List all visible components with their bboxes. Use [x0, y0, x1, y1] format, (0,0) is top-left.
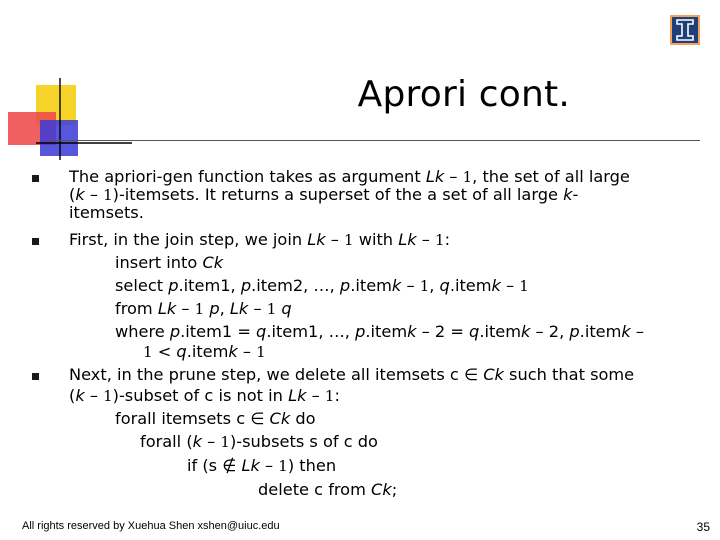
text-segment: )-subsets s of c do	[229, 432, 378, 451]
text-segment: ,	[429, 276, 440, 295]
text-segment: –	[500, 276, 520, 295]
text-segment: 1	[435, 231, 445, 249]
text-segment: :	[334, 386, 340, 405]
text-segment: .item	[579, 322, 622, 341]
body-line	[69, 385, 340, 408]
text-segment: (	[69, 185, 76, 204]
text-segment: )-subset of c is not in	[112, 386, 289, 405]
text-segment: 1	[143, 343, 153, 361]
math-variable: p	[169, 322, 181, 341]
text-segment: forall itemsets c ∈	[115, 409, 270, 428]
text-segment: –	[259, 456, 279, 475]
text-segment: select	[115, 276, 169, 295]
title-divider	[50, 140, 700, 141]
body-line	[69, 229, 450, 252]
text-segment: .item	[365, 322, 408, 341]
text-segment: 1	[519, 277, 529, 295]
math-variable: p	[339, 276, 351, 295]
bullet-3	[32, 373, 39, 380]
math-variable: k	[75, 185, 85, 204]
text-segment: 1	[324, 387, 335, 405]
text-segment: 1	[462, 168, 473, 186]
math-variable: k	[491, 276, 501, 295]
math-variable: Ck	[202, 253, 224, 272]
body-line	[143, 341, 266, 364]
decorative-squares	[0, 0, 140, 170]
text-segment: 1	[220, 433, 230, 451]
body-line	[115, 252, 223, 275]
math-variable: Ck	[371, 480, 392, 499]
text-segment: itemsets.	[69, 203, 144, 222]
text-segment: ) then	[287, 456, 337, 475]
text-segment: The apriori-gen function takes as argument	[69, 167, 426, 186]
university-i-logo-icon	[674, 18, 696, 42]
math-variable: k	[391, 276, 402, 295]
math-variable: Lk	[307, 230, 326, 249]
text-segment: .item1 =	[180, 322, 257, 341]
math-variable: Ck	[483, 365, 504, 384]
text-segment: where	[115, 322, 170, 341]
text-segment: –	[202, 432, 221, 451]
text-segment: 1	[278, 457, 288, 475]
body-line	[115, 298, 292, 321]
text-segment: 1	[266, 300, 277, 318]
text-segment: –	[248, 299, 267, 318]
text-segment: 1	[103, 186, 113, 204]
text-segment: with	[353, 230, 399, 249]
text-segment: –	[237, 342, 257, 361]
math-variable: k	[621, 322, 631, 341]
text-segment: –	[630, 322, 645, 341]
text-segment: do	[290, 409, 316, 428]
text-segment: ;	[391, 480, 398, 499]
math-variable: k	[407, 322, 417, 341]
math-variable: k	[228, 342, 238, 361]
text-segment: .item	[479, 322, 522, 341]
deco-blue-square	[40, 120, 78, 156]
math-variable: Lk	[398, 230, 417, 249]
text-segment: delete c from	[258, 480, 372, 499]
text-segment: .item	[186, 342, 229, 361]
text-segment: Next, in the prune step, we delete all itemsets c ∈	[69, 365, 484, 384]
math-variable: p	[168, 276, 179, 295]
text-segment: forall (	[140, 432, 193, 451]
text-segment: -	[572, 185, 579, 204]
body-line	[69, 184, 578, 207]
text-segment: .item1, …,	[266, 322, 356, 341]
text-segment: .item	[350, 276, 392, 295]
text-segment: 1	[256, 343, 266, 361]
text-segment: if (s ∉	[187, 456, 242, 475]
text-segment: –	[176, 299, 195, 318]
bullet-1	[32, 175, 39, 182]
text-segment: )-itemsets. It returns a superset of the a set of all large	[112, 185, 564, 204]
math-variable: k	[192, 432, 203, 451]
math-variable: Lk	[425, 167, 445, 186]
body-line	[69, 202, 144, 225]
text-segment: :	[444, 230, 451, 249]
page-number: 35	[696, 520, 710, 534]
text-segment: (	[69, 386, 76, 405]
university-logo	[670, 15, 700, 45]
text-segment: .item1,	[178, 276, 241, 295]
text-segment: such that some	[503, 365, 635, 384]
text-segment: –	[401, 276, 420, 295]
body-line	[140, 431, 378, 454]
footer-copyright: All rights reserved by Xuehua Shen xshen@uiuc.edu	[22, 520, 280, 532]
math-variable: Ck	[269, 409, 291, 428]
text-segment: 1	[103, 387, 113, 405]
math-variable: k	[563, 185, 573, 204]
math-variable: k	[521, 322, 531, 341]
text-segment: .item2, …,	[251, 276, 340, 295]
text-segment: <	[152, 342, 177, 361]
math-variable: p	[209, 299, 220, 318]
math-variable: Lk	[288, 386, 307, 405]
math-variable: p	[240, 276, 252, 295]
text-segment: – 2,	[530, 322, 570, 341]
text-segment: insert into	[115, 253, 203, 272]
math-variable: k	[75, 386, 85, 405]
math-variable: p	[569, 322, 580, 341]
text-segment: , the set of all large	[472, 167, 630, 186]
text-segment: – 2 =	[416, 322, 470, 341]
bullet-2	[32, 238, 39, 245]
text-segment: –	[84, 386, 104, 405]
body-line	[115, 408, 316, 431]
text-segment: First, in the join step, we join	[69, 230, 308, 249]
text-segment: –	[444, 167, 463, 186]
slide-title: Aprori cont.	[357, 74, 570, 115]
math-variable: p	[355, 322, 366, 341]
math-variable: q	[439, 276, 450, 295]
math-variable: q	[469, 322, 480, 341]
math-variable: q	[256, 322, 267, 341]
body-line	[187, 455, 336, 478]
text-segment: –	[84, 185, 104, 204]
text-segment: .item	[449, 276, 492, 295]
math-variable: q	[281, 299, 292, 318]
text-segment: 1	[194, 300, 205, 318]
text-segment: –	[416, 230, 436, 249]
text-segment: 1	[344, 231, 354, 249]
body-line	[258, 479, 397, 502]
text-segment: –	[306, 386, 325, 405]
math-variable: Lk	[241, 456, 260, 475]
text-segment: 1	[419, 277, 430, 295]
body-line	[115, 275, 529, 298]
text-segment: ,	[219, 299, 230, 318]
body-line	[69, 364, 634, 387]
text-segment: –	[325, 230, 345, 249]
math-variable: q	[176, 342, 187, 361]
math-variable: Lk	[157, 299, 177, 318]
text-segment: from	[115, 299, 158, 318]
math-variable: Lk	[229, 299, 249, 318]
